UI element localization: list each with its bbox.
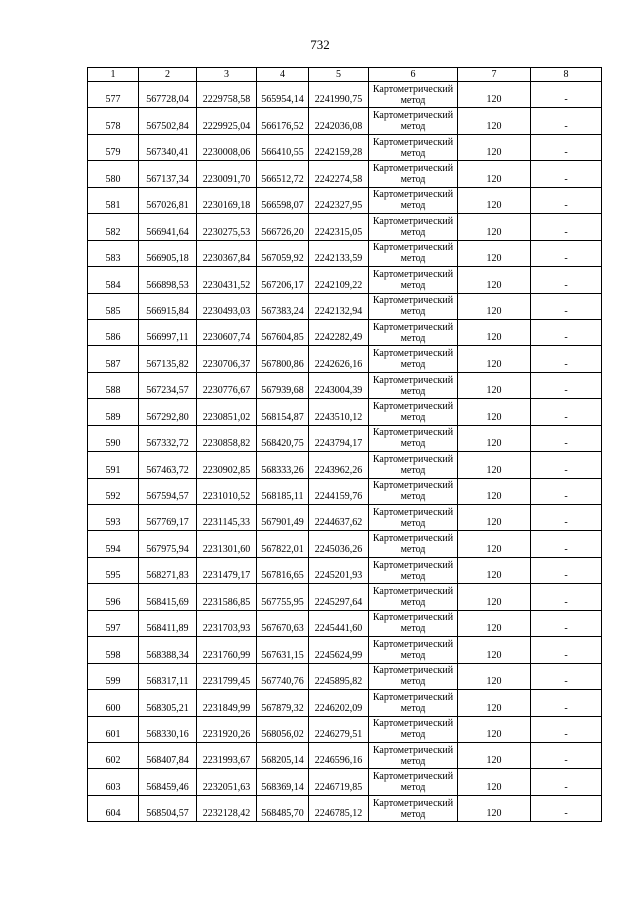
y-coord-cell: 2232128,42 [197,795,257,821]
y-coord-2-cell: 2242274,58 [309,161,369,187]
note-cell: - [531,505,602,531]
y-coord-cell: 2231799,45 [197,663,257,689]
table-row [88,399,602,425]
note-cell: - [531,663,602,689]
y-coord-2-cell: 2242109,22 [309,267,369,293]
method-cell: Картометрический метод [369,108,458,134]
table-row [88,557,602,583]
method-cell: Картометрический метод [369,293,458,319]
x-coord-cell: 566898,53 [139,267,197,293]
note-cell: - [531,425,602,451]
x-coord-2-cell: 566410,55 [257,134,309,160]
y-coord-2-cell: 2246279,51 [309,716,369,742]
note-cell: - [531,742,602,768]
method-cell: Картометрический метод [369,82,458,108]
y-coord-cell: 2230776,67 [197,372,257,398]
table-row [88,214,602,240]
note-cell: - [531,293,602,319]
table-row [88,505,602,531]
x-coord-cell: 568411,89 [139,610,197,636]
note-cell: - [531,769,602,795]
accuracy-cell: 120 [458,319,531,345]
accuracy-cell: 120 [458,108,531,134]
x-coord-cell: 566997,11 [139,319,197,345]
y-coord-2-cell: 2243794,17 [309,425,369,451]
y-coord-2-cell: 2244637,62 [309,505,369,531]
y-coord-2-cell: 2245624,99 [309,637,369,663]
y-coord-2-cell: 2243510,12 [309,399,369,425]
point-number-cell: 589 [88,399,139,425]
y-coord-cell: 2231586,85 [197,584,257,610]
accuracy-cell: 120 [458,452,531,478]
accuracy-cell: 120 [458,293,531,319]
note-cell: - [531,452,602,478]
table-row [88,531,602,557]
x-coord-cell: 567769,17 [139,505,197,531]
table-row [88,240,602,266]
x-coord-cell: 566941,64 [139,214,197,240]
x-coord-2-cell: 568485,70 [257,795,309,821]
note-cell: - [531,346,602,372]
accuracy-cell: 120 [458,346,531,372]
y-coord-cell: 2232051,63 [197,769,257,795]
x-coord-2-cell: 567631,15 [257,637,309,663]
y-coord-cell: 2231479,17 [197,557,257,583]
x-coord-cell: 567292,80 [139,399,197,425]
point-number-cell: 598 [88,637,139,663]
point-number-cell: 580 [88,161,139,187]
accuracy-cell: 120 [458,372,531,398]
y-coord-2-cell: 2242036,08 [309,108,369,134]
accuracy-cell: 120 [458,610,531,636]
point-number-cell: 587 [88,346,139,372]
y-coord-2-cell: 2245297,64 [309,584,369,610]
y-coord-2-cell: 2242133,59 [309,240,369,266]
note-cell: - [531,610,602,636]
point-number-cell: 590 [88,425,139,451]
column-header: 5 [309,68,369,82]
method-cell: Картометрический метод [369,505,458,531]
column-header: 1 [88,68,139,82]
point-number-cell: 581 [88,187,139,213]
method-cell: Картометрический метод [369,399,458,425]
y-coord-cell: 2230169,18 [197,187,257,213]
accuracy-cell: 120 [458,161,531,187]
y-coord-2-cell: 2243004,39 [309,372,369,398]
method-cell: Картометрический метод [369,742,458,768]
x-coord-2-cell: 566512,72 [257,161,309,187]
method-cell: Картометрический метод [369,637,458,663]
accuracy-cell: 120 [458,769,531,795]
point-number-cell: 579 [88,134,139,160]
y-coord-2-cell: 2242327,95 [309,187,369,213]
method-cell: Картометрический метод [369,134,458,160]
y-coord-cell: 2230367,84 [197,240,257,266]
x-coord-2-cell: 566726,20 [257,214,309,240]
x-coord-cell: 566905,18 [139,240,197,266]
x-coord-2-cell: 567800,86 [257,346,309,372]
point-number-cell: 583 [88,240,139,266]
y-coord-2-cell: 2244159,76 [309,478,369,504]
y-coord-cell: 2230493,03 [197,293,257,319]
x-coord-cell: 568271,83 [139,557,197,583]
y-coord-cell: 2231920,26 [197,716,257,742]
y-coord-2-cell: 2246202,09 [309,690,369,716]
note-cell: - [531,161,602,187]
x-coord-2-cell: 568420,75 [257,425,309,451]
table-row [88,293,602,319]
table-row [88,716,602,742]
point-number-cell: 597 [88,610,139,636]
method-cell: Картометрический метод [369,267,458,293]
note-cell: - [531,716,602,742]
table-row [88,425,602,451]
note-cell: - [531,267,602,293]
point-number-cell: 599 [88,663,139,689]
y-coord-cell: 2230706,37 [197,346,257,372]
y-coord-2-cell: 2246785,12 [309,795,369,821]
method-cell: Картометрический метод [369,161,458,187]
y-coord-cell: 2231301,60 [197,531,257,557]
method-cell: Картометрический метод [369,425,458,451]
x-coord-cell: 567463,72 [139,452,197,478]
method-cell: Картометрический метод [369,319,458,345]
x-coord-cell: 567340,41 [139,134,197,160]
accuracy-cell: 120 [458,716,531,742]
point-number-cell: 596 [88,584,139,610]
note-cell: - [531,134,602,160]
table-row [88,742,602,768]
x-coord-2-cell: 567059,92 [257,240,309,266]
y-coord-cell: 2230431,52 [197,267,257,293]
point-number-cell: 591 [88,452,139,478]
accuracy-cell: 120 [458,637,531,663]
note-cell: - [531,240,602,266]
x-coord-2-cell: 567816,65 [257,557,309,583]
x-coord-2-cell: 567901,49 [257,505,309,531]
point-number-cell: 595 [88,557,139,583]
x-coord-cell: 567026,81 [139,187,197,213]
column-header: 2 [139,68,197,82]
y-coord-2-cell: 2242282,49 [309,319,369,345]
method-cell: Картометрический метод [369,346,458,372]
y-coord-cell: 2230275,53 [197,214,257,240]
method-cell: Картометрический метод [369,795,458,821]
x-coord-2-cell: 568154,87 [257,399,309,425]
table-row [88,161,602,187]
x-coord-2-cell: 567740,76 [257,663,309,689]
accuracy-cell: 120 [458,795,531,821]
accuracy-cell: 120 [458,663,531,689]
accuracy-cell: 120 [458,742,531,768]
accuracy-cell: 120 [458,584,531,610]
point-number-cell: 592 [88,478,139,504]
y-coord-cell: 2230858,82 [197,425,257,451]
y-coord-cell: 2229925,04 [197,108,257,134]
y-coord-cell: 2231760,99 [197,637,257,663]
x-coord-cell: 568330,16 [139,716,197,742]
y-coord-2-cell: 2242315,05 [309,214,369,240]
note-cell: - [531,584,602,610]
point-number-cell: 600 [88,690,139,716]
method-cell: Картометрический метод [369,610,458,636]
note-cell: - [531,187,602,213]
x-coord-2-cell: 565954,14 [257,82,309,108]
table-row [88,267,602,293]
point-number-cell: 586 [88,319,139,345]
x-coord-cell: 568407,84 [139,742,197,768]
y-coord-cell: 2231849,99 [197,690,257,716]
x-coord-cell: 568388,34 [139,637,197,663]
column-header: 7 [458,68,531,82]
y-coord-2-cell: 2242159,28 [309,134,369,160]
x-coord-2-cell: 567755,95 [257,584,309,610]
point-number-cell: 601 [88,716,139,742]
point-number-cell: 585 [88,293,139,319]
note-cell: - [531,690,602,716]
x-coord-cell: 567234,57 [139,372,197,398]
accuracy-cell: 120 [458,214,531,240]
accuracy-cell: 120 [458,134,531,160]
note-cell: - [531,319,602,345]
table-header-row [88,68,602,82]
y-coord-cell: 2231993,67 [197,742,257,768]
note-cell: - [531,531,602,557]
y-coord-cell: 2230902,85 [197,452,257,478]
method-cell: Картометрический метод [369,557,458,583]
y-coord-2-cell: 2241990,75 [309,82,369,108]
accuracy-cell: 120 [458,240,531,266]
method-cell: Картометрический метод [369,372,458,398]
x-coord-2-cell: 567383,24 [257,293,309,319]
x-coord-cell: 567594,57 [139,478,197,504]
table-row [88,187,602,213]
y-coord-cell: 2230607,74 [197,319,257,345]
x-coord-cell: 567332,72 [139,425,197,451]
point-number-cell: 593 [88,505,139,531]
y-coord-2-cell: 2243962,26 [309,452,369,478]
x-coord-2-cell: 568205,14 [257,742,309,768]
table-row [88,319,602,345]
accuracy-cell: 120 [458,505,531,531]
point-number-cell: 578 [88,108,139,134]
y-coord-cell: 2230008,06 [197,134,257,160]
y-coord-cell: 2231010,52 [197,478,257,504]
x-coord-2-cell: 567879,32 [257,690,309,716]
y-coord-cell: 2231145,33 [197,505,257,531]
accuracy-cell: 120 [458,187,531,213]
point-number-cell: 602 [88,742,139,768]
table-row [88,478,602,504]
method-cell: Картометрический метод [369,240,458,266]
table-row [88,134,602,160]
y-coord-2-cell: 2245036,26 [309,531,369,557]
accuracy-cell: 120 [458,82,531,108]
note-cell: - [531,795,602,821]
x-coord-cell: 568415,69 [139,584,197,610]
y-coord-2-cell: 2246596,16 [309,742,369,768]
method-cell: Картометрический метод [369,478,458,504]
x-coord-cell: 568305,21 [139,690,197,716]
table-row [88,610,602,636]
point-number-cell: 604 [88,795,139,821]
x-coord-2-cell: 567206,17 [257,267,309,293]
point-number-cell: 588 [88,372,139,398]
note-cell: - [531,557,602,583]
x-coord-2-cell: 568333,26 [257,452,309,478]
x-coord-2-cell: 568369,14 [257,769,309,795]
y-coord-2-cell: 2242626,16 [309,346,369,372]
x-coord-2-cell: 568056,02 [257,716,309,742]
table-body [88,82,602,822]
table-row [88,452,602,478]
x-coord-cell: 567135,82 [139,346,197,372]
table-row [88,690,602,716]
note-cell: - [531,214,602,240]
accuracy-cell: 120 [458,478,531,504]
x-coord-2-cell: 568185,11 [257,478,309,504]
method-cell: Картометрический метод [369,716,458,742]
table-row [88,795,602,821]
table-row [88,769,602,795]
page-number: 732 [310,37,330,52]
note-cell: - [531,478,602,504]
y-coord-cell: 2229758,58 [197,82,257,108]
y-coord-cell: 2231703,93 [197,610,257,636]
note-cell: - [531,637,602,663]
note-cell: - [531,372,602,398]
y-coord-2-cell: 2242132,94 [309,293,369,319]
method-cell: Картометрический метод [369,214,458,240]
x-coord-2-cell: 567822,01 [257,531,309,557]
y-coord-cell: 2230091,70 [197,161,257,187]
accuracy-cell: 120 [458,425,531,451]
y-coord-cell: 2230851,02 [197,399,257,425]
table-row [88,82,602,108]
method-cell: Картометрический метод [369,584,458,610]
point-number-cell: 582 [88,214,139,240]
note-cell: - [531,399,602,425]
point-number-cell: 584 [88,267,139,293]
table-row [88,346,602,372]
table-row [88,108,602,134]
method-cell: Картометрический метод [369,663,458,689]
x-coord-2-cell: 566176,52 [257,108,309,134]
coordinates-table [87,67,602,822]
column-header: 3 [197,68,257,82]
y-coord-2-cell: 2245441,60 [309,610,369,636]
method-cell: Картометрический метод [369,452,458,478]
y-coord-2-cell: 2246719,85 [309,769,369,795]
x-coord-cell: 568504,57 [139,795,197,821]
table-row [88,637,602,663]
column-header: 6 [369,68,458,82]
table-row [88,372,602,398]
y-coord-2-cell: 2245895,82 [309,663,369,689]
x-coord-cell: 567502,84 [139,108,197,134]
x-coord-cell: 566915,84 [139,293,197,319]
accuracy-cell: 120 [458,557,531,583]
method-cell: Картометрический метод [369,187,458,213]
table-row [88,584,602,610]
x-coord-2-cell: 567939,68 [257,372,309,398]
method-cell: Картометрический метод [369,769,458,795]
accuracy-cell: 120 [458,267,531,293]
x-coord-2-cell: 566598,07 [257,187,309,213]
accuracy-cell: 120 [458,690,531,716]
y-coord-2-cell: 2245201,93 [309,557,369,583]
note-cell: - [531,82,602,108]
x-coord-cell: 568459,46 [139,769,197,795]
x-coord-cell: 567728,04 [139,82,197,108]
x-coord-2-cell: 567604,85 [257,319,309,345]
method-cell: Картометрический метод [369,690,458,716]
x-coord-cell: 567137,34 [139,161,197,187]
column-header: 8 [531,68,602,82]
column-header: 4 [257,68,309,82]
point-number-cell: 594 [88,531,139,557]
table-row [88,663,602,689]
note-cell: - [531,108,602,134]
accuracy-cell: 120 [458,399,531,425]
x-coord-2-cell: 567670,63 [257,610,309,636]
method-cell: Картометрический метод [369,531,458,557]
x-coord-cell: 568317,11 [139,663,197,689]
point-number-cell: 577 [88,82,139,108]
point-number-cell: 603 [88,769,139,795]
x-coord-cell: 567975,94 [139,531,197,557]
accuracy-cell: 120 [458,531,531,557]
